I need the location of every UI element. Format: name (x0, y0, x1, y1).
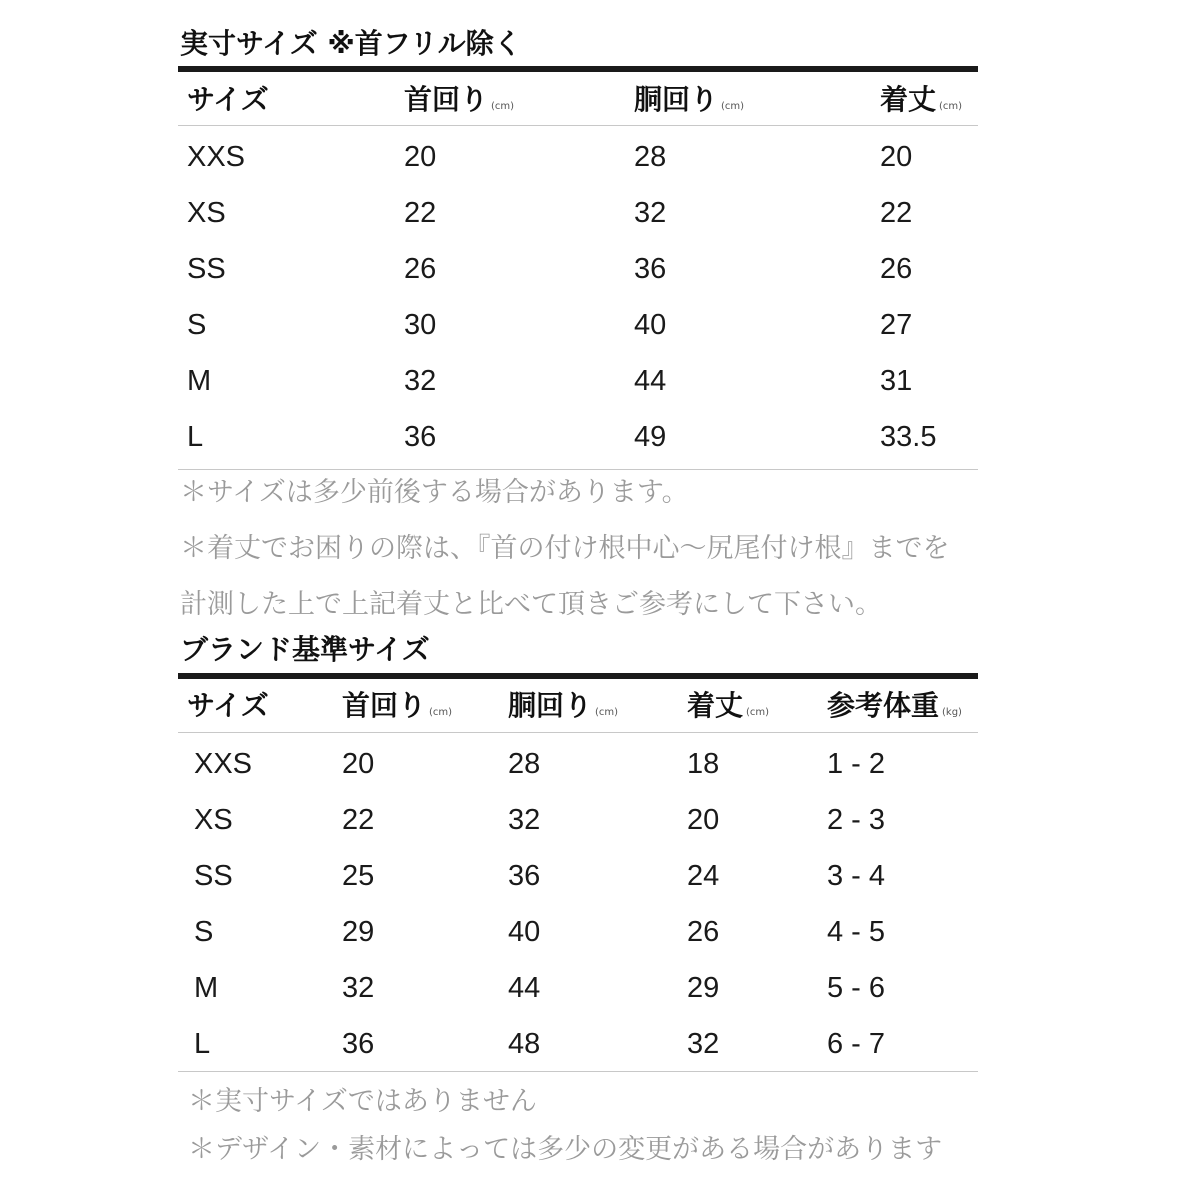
header-weight: 参考体重 (kg) (827, 689, 962, 722)
chest-value: 28 (508, 748, 541, 780)
size-label: XS (187, 197, 226, 229)
header-neck: 首回り (cm) (404, 83, 515, 116)
size-label: M (194, 972, 219, 1004)
header-length: 着丈 (cm) (880, 83, 963, 116)
actual-size-top-rule (178, 66, 978, 72)
neck-value: 32 (342, 972, 375, 1004)
size-label: M (187, 365, 212, 397)
length-value: 27 (880, 309, 913, 341)
actual-size-note: ＊サイズは多少前後する場合があります。 (180, 477, 689, 508)
size-label: XS (194, 804, 233, 836)
brand-size-top-rule (178, 673, 978, 679)
size-label: SS (187, 253, 226, 285)
length-value: 18 (687, 748, 720, 780)
chest-value: 49 (634, 421, 667, 453)
chest-value: 40 (634, 309, 667, 341)
weight-value: 2 - 3 (827, 804, 886, 836)
length-value: 33.5 (880, 421, 937, 453)
actual-size-bottom-rule (178, 469, 978, 470)
header-size: サイズ (187, 83, 269, 116)
neck-value: 36 (404, 421, 437, 453)
neck-value: 25 (342, 860, 375, 892)
weight-value: 4 - 5 (827, 916, 886, 948)
actual-size-header-rule (178, 125, 978, 126)
chest-value: 28 (634, 141, 667, 173)
length-value: 22 (880, 197, 913, 229)
chest-value: 48 (508, 1028, 541, 1060)
length-value: 26 (687, 916, 720, 948)
brand-size-note: ＊実寸サイズではありません (188, 1086, 537, 1117)
brand-size-note: ＊デザイン・素材によっては多少の変更がある場合があります (188, 1134, 943, 1165)
header-length: 着丈 (cm) (687, 689, 770, 722)
actual-size-note: ＊着丈でお困りの際は、『首の付け根中心〜尻尾付け根』までを (180, 533, 950, 564)
chest-value: 44 (508, 972, 541, 1004)
size-label: XXS (187, 141, 246, 173)
size-label: XXS (194, 748, 253, 780)
length-value: 20 (687, 804, 720, 836)
header-neck: 首回り (cm) (342, 689, 453, 722)
size-label: S (187, 309, 207, 341)
brand-size-bottom-rule (178, 1071, 978, 1072)
brand-size-title: ブランド基準サイズ (180, 633, 430, 666)
size-label: L (194, 1028, 211, 1060)
chest-value: 36 (634, 253, 667, 285)
actual-size-note: 計測した上で上記着丈と比べて頂きご参考にして下さい。 (180, 589, 882, 620)
header-chest: 胴回り (cm) (508, 689, 619, 722)
length-value: 20 (880, 141, 913, 173)
length-value: 26 (880, 253, 913, 285)
length-value: 32 (687, 1028, 720, 1060)
neck-value: 29 (342, 916, 375, 948)
size-label: SS (194, 860, 233, 892)
neck-value: 30 (404, 309, 437, 341)
neck-value: 32 (404, 365, 437, 397)
chest-value: 36 (508, 860, 541, 892)
length-value: 29 (687, 972, 720, 1004)
neck-value: 20 (342, 748, 375, 780)
weight-value: 5 - 6 (827, 972, 886, 1004)
size-label: S (194, 916, 214, 948)
length-value: 31 (880, 365, 913, 397)
header-chest: 胴回り (cm) (634, 83, 745, 116)
length-value: 24 (687, 860, 720, 892)
brand-size-header-rule (178, 732, 978, 733)
chest-value: 40 (508, 916, 541, 948)
chest-value: 32 (508, 804, 541, 836)
chest-value: 44 (634, 365, 667, 397)
neck-value: 26 (404, 253, 437, 285)
neck-value: 22 (342, 804, 375, 836)
chest-value: 32 (634, 197, 667, 229)
weight-value: 1 - 2 (827, 748, 886, 780)
header-size: サイズ (187, 689, 269, 722)
neck-value: 20 (404, 141, 437, 173)
neck-value: 22 (404, 197, 437, 229)
size-label: L (187, 421, 204, 453)
actual-size-title: 実寸サイズ ※首フリル除く (180, 27, 522, 60)
weight-value: 3 - 4 (827, 860, 886, 892)
weight-value: 6 - 7 (827, 1028, 886, 1060)
neck-value: 36 (342, 1028, 375, 1060)
